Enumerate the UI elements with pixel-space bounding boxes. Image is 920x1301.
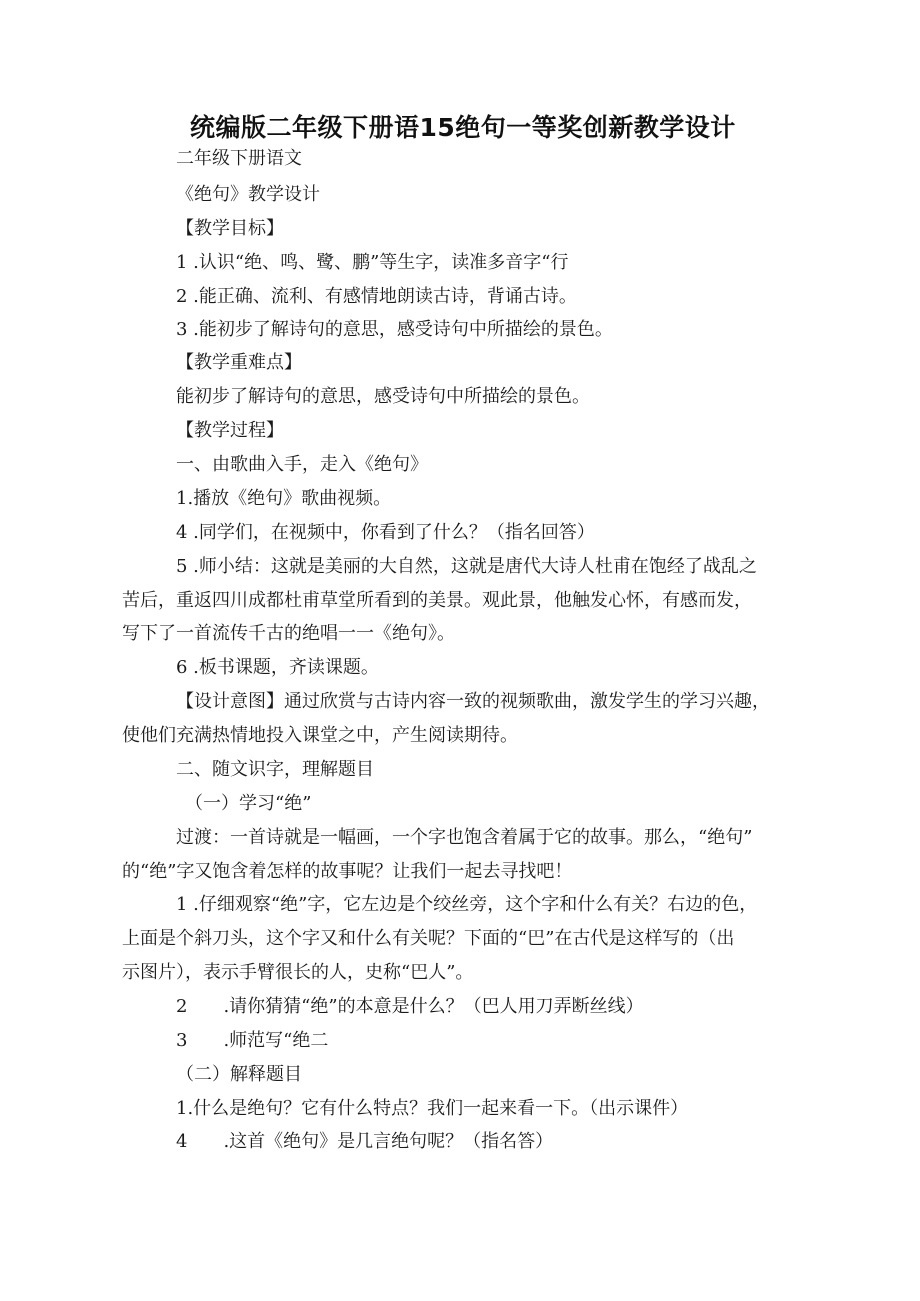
step-5-line-1: 5 .师小结：这就是美丽的大自然，这就是唐代大诗人杜甫在饱经了战乱之	[176, 556, 757, 577]
step-5-line-2: 苦后，重返四川成都杜甫草堂所看到的美景。观此景，他触发心怀，有感而发，	[122, 590, 752, 611]
step-1: 1.播放《绝句》歌曲视频。	[176, 488, 392, 509]
subsection-heading-jue: （一）学习“绝”	[185, 793, 312, 814]
what-is-jueju-step: 1.什么是绝句？它有什么特点？我们一起来看一下。（出示课件）	[176, 1098, 689, 1119]
subsection-heading-title-explain: （二）解释题目	[176, 1064, 302, 1085]
keypoints-text: 能初步了解诗句的意思，感受诗句中所描绘的景色。	[176, 386, 590, 407]
observe-step-line-3: 示图片），表示手臂很长的人，史称“巴人”。	[122, 962, 474, 983]
subject-line: 二年级下册语文	[176, 148, 302, 169]
teacher-writing-step: 3 .师范写“绝二	[176, 1030, 329, 1051]
section-heading-goals: 【教学目标】	[176, 218, 284, 239]
transition-line-1: 过渡：一首诗就是一幅画，一个字也饱含着属于它的故事。那么，“绝句”	[176, 827, 753, 848]
step-6: 6 .板书课题，齐读课题。	[176, 657, 379, 678]
step-4: 4 .同学们，在视频中，你看到了什么？（指名回答）	[176, 522, 595, 543]
goal-item-1: 1 .认识“绝、鸣、鹭、鹏”等生字，读准多音字“行	[176, 252, 569, 273]
lesson-title-line: 《绝句》教学设计	[176, 184, 320, 205]
design-intent-line-1: 【设计意图】通过欣赏与古诗内容一致的视频歌曲，激发学生的学习兴趣，	[176, 691, 770, 712]
goal-item-3: 3 .能初步了解诗句的意思，感受诗句中所描绘的景色。	[176, 319, 613, 340]
goal-item-2: 2 .能正确、流利、有感情地朗读古诗，背诵古诗。	[176, 286, 577, 307]
step-5-line-3: 写下了一首流传千古的绝唱一一《绝句》。	[122, 623, 455, 644]
document-title: 统编版二年级下册语15绝句一等奖创新教学设计	[190, 113, 736, 142]
how-many-characters-step: 4 .这首《绝句》是几言绝句呢？（指名答）	[176, 1131, 554, 1152]
design-intent-line-2: 使他们充满热情地投入课堂之中，产生阅读期待。	[122, 725, 518, 746]
observe-step-line-1: 1 .仔细观察“绝”字，它左边是个绞丝旁，这个字和什么有关？右边的色，	[176, 894, 758, 915]
observe-step-line-2: 上面是个斜刀头，这个字又和什么有关呢？下面的“巴”在古代是这样写的（出	[122, 928, 735, 949]
part-one-heading: 一、由歌曲入手，走入《绝句》	[176, 454, 428, 475]
part-two-heading: 二、随文识字，理解题目	[176, 759, 374, 780]
section-heading-keypoints: 【教学重难点】	[176, 352, 302, 373]
transition-line-2: 的“绝”字又饱含着怎样的故事呢？让我们一起去寻找吧！	[122, 861, 573, 882]
guess-meaning-step: 2 .请你猜猜“绝”的本意是什么？（巴人用刀弄断丝线）	[176, 996, 644, 1017]
section-heading-process: 【教学过程】	[176, 420, 284, 441]
